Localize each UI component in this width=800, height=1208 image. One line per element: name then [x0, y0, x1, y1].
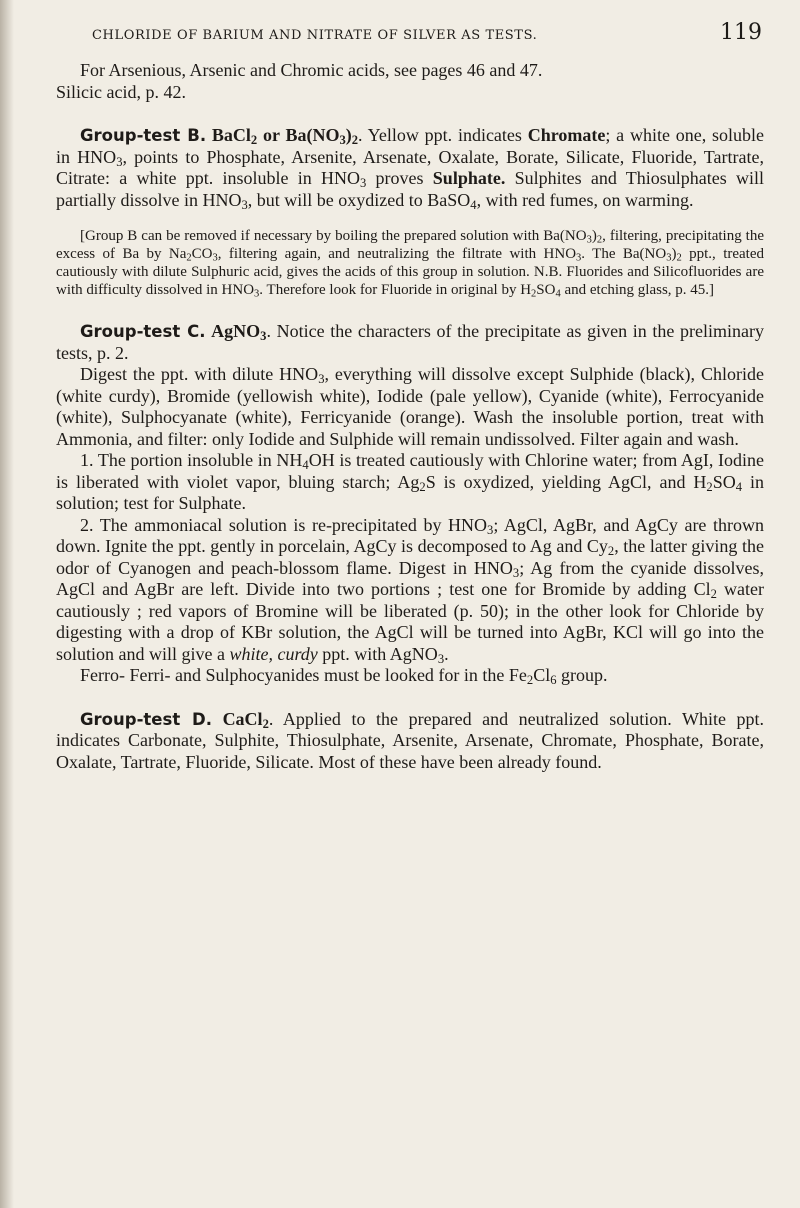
running-title: CHLORIDE OF BARIUM AND NITRATE OF SILVER AS TESTS. [92, 28, 538, 43]
text: ) [671, 246, 677, 262]
text: , but will be oxydized to BaSO [247, 189, 471, 210]
text: Silicic acid, p. 42. [56, 81, 186, 102]
paragraph-item-2 [56, 515, 764, 666]
text: or [257, 125, 286, 145]
text: . Applied to the prepared and neutralized solution. White ppt. indicates Carbonate, Sulphite, Thiosulphate, Arsenite, Arsenate, Chromate, Phosphate, Borate, Oxalate, Tartrate, Fluoride, Silicate. Most of these have been already found. [56, 708, 764, 772]
text: Ferro- Ferri- and Sulphocyanides must be looked for in the Fe [80, 665, 527, 685]
subscript: 6 [550, 673, 557, 688]
text: , the latter giving the odor of Cyanogen and peach-blossom flame. Digest in HNO [56, 536, 764, 578]
subscript: 2 [710, 587, 717, 602]
term-sulphate: Sulphate. [432, 168, 506, 188]
text: AgNO [211, 321, 261, 341]
subscript: 3 [359, 176, 367, 191]
paragraph-item-1 [56, 450, 764, 515]
running-header [92, 18, 762, 48]
text: CO [191, 246, 213, 262]
text: BaCl [211, 125, 251, 145]
group-d-label: Group-test D. [80, 709, 212, 729]
subscript: 2 [186, 252, 192, 264]
subscript: 2 [706, 479, 713, 494]
subscript: 3 [116, 154, 123, 169]
text: For Arsenious, Arsenic and Chromic acids, see pages 46 and 47. [80, 60, 543, 80]
text: Ba(NO [285, 125, 340, 145]
text: SO [536, 282, 556, 298]
reagent [211, 321, 267, 344]
text: ppt. with AgNO [317, 643, 438, 664]
subscript: 2 [526, 673, 534, 688]
text: , with red fumes, on warming. [476, 189, 694, 210]
subscript: 3 [586, 234, 592, 246]
text: S is oxydized, yielding AgCl, and H [425, 471, 707, 492]
text: , everything will dissolve except Sulphide (black), Chloride (white curdy), Bromide (yellowish white), Iodide (pale yellow), Cyanide (white), Ferrocyanide (white), Sulphocyanate (white), Ferricyanide (orange). Wash the insoluble portion, treat with Ammonia, and filter: only Iodide and Sulphide will remain undissolved. Filter again and wash. [56, 364, 764, 449]
text: . Yellow ppt. indicates [358, 125, 522, 145]
text: 2. The ammoniacal solution is re-precipitated by HNO [80, 514, 488, 535]
text: Digest the ppt. with dilute HNO [80, 364, 319, 384]
subscript: 2 [596, 234, 603, 246]
text: 1. The portion insoluble in NH [80, 450, 303, 470]
page-content [56, 60, 764, 773]
subscript: 3 [212, 252, 218, 264]
subscript: 3 [241, 197, 248, 212]
text: ) [345, 125, 352, 145]
paragraph-group-b [56, 125, 764, 211]
subscript: 3 [437, 651, 445, 666]
text: SO [712, 471, 736, 492]
subscript: 3 [254, 288, 260, 300]
subscript: 2 [351, 133, 359, 148]
text: in solution; test for Sulphate. [56, 471, 764, 513]
text: and etching glass, p. 45.] [560, 282, 715, 298]
subscript: 3 [260, 329, 267, 344]
text: , filtering, precipitating the excess of Ba by Na [56, 228, 764, 262]
term-chromate: Chromate [527, 125, 606, 145]
text: CaCl [222, 708, 263, 729]
text: . Notice the characters of the precipitate as given in the preliminary tests, p. 2. [56, 321, 765, 363]
text: . The Ba(NO [581, 246, 667, 262]
paragraph-acids [56, 60, 764, 103]
text: , points to Phosphate, Arsenite, Arsenate, Oxalate, Borate, Silicate, Fluoride, Tartrate, Citrate: a white ppt. insoluble in HNO [56, 146, 765, 188]
text: Cl [533, 665, 551, 685]
text: water cautiously ; red vapors of Bromine will be liberated (p. 50); in the other look for Chloride by digesting with a drop of KBr solution, the AgCl will be turned into AgBr, KCl will go into the solution and will give a [56, 579, 764, 664]
group-b-label: Group-test B. [80, 126, 207, 145]
paragraph-group-d [56, 709, 764, 774]
subscript: 4 [470, 197, 477, 212]
subscript: 3 [512, 565, 520, 580]
subscript: 2 [531, 288, 537, 300]
text: ) [591, 228, 597, 244]
text: group. [556, 665, 608, 685]
text: . [444, 643, 449, 664]
text: ; Ag from the cyanide dissolves, AgCl and AgBr are left. Divide into two portions ; test one for Bromide by adding Cl [56, 557, 764, 599]
emphasis-white-curdy: white, curdy [229, 643, 318, 664]
subscript: 2 [607, 544, 615, 559]
text: ; a white one, soluble in HNO [56, 125, 765, 167]
paragraph-ferro [56, 665, 764, 687]
subscript: 4 [302, 458, 309, 473]
subscript: 3 [339, 133, 346, 148]
paragraph-group-b-note [56, 227, 764, 299]
paragraph-digest [56, 364, 764, 450]
page-number: 119 [720, 20, 762, 45]
paragraph-group-c [56, 321, 764, 364]
subscript: 3 [318, 372, 325, 387]
text: [Group B can be removed if necessary by boiling the prepared solution with Ba(NO [80, 228, 587, 244]
text: proves [366, 168, 424, 188]
subscript: 4 [735, 479, 743, 494]
reagent [211, 125, 359, 148]
text: OH is treated cautiously with Chlorine water; from AgI, Iodine is liberated with violet vapor, bluing starch; Ag [56, 450, 764, 492]
subscript: 3 [576, 252, 582, 264]
text: , filtering again, and neutralizing the filtrate with HNO [217, 246, 577, 262]
subscript: 4 [555, 288, 561, 300]
binding-shadow [0, 0, 14, 1208]
subscript: 2 [419, 479, 426, 494]
subscript: 2 [250, 133, 258, 148]
text: ppt., treated cautiously with dilute Sulphuric acid, gives the acids of this group in solution. N.B. Fluorides and Silicofluorides are with difficulty dissolved in HNO [56, 246, 764, 298]
subscript: 3 [666, 252, 672, 264]
subscript: 3 [487, 522, 494, 537]
group-c-label: Group-test C. [80, 322, 206, 341]
text: Sulphites and Thiosulphates will partially dissolve in HNO [56, 168, 764, 210]
text: . Therefore look for Fluoride in original by H [259, 282, 532, 298]
subscript: 2 [676, 252, 682, 264]
text: ; AgCl, AgBr, and AgCy are thrown down. Ignite the ppt. gently in porcelain, AgCy is decomposed to Ag and Cy [56, 514, 764, 556]
subscript: 2 [262, 716, 269, 731]
reagent [223, 709, 269, 729]
